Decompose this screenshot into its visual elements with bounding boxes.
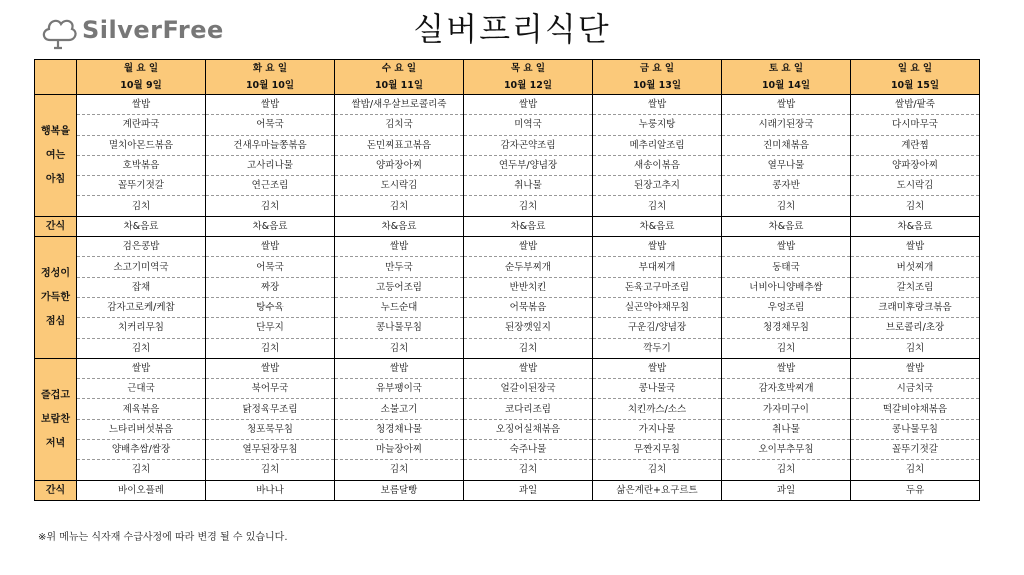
- menu-item: 고사리나물: [206, 155, 335, 175]
- menu-item: 돈육고구마조림: [593, 277, 722, 297]
- menu-item: 김치: [851, 196, 980, 216]
- menu-item: 열무나물: [722, 155, 851, 175]
- menu-item: 느타리버섯볶음: [77, 419, 206, 439]
- menu-item: 돈민찌표고볶음: [335, 135, 464, 155]
- menu-item: 부대찌개: [593, 257, 722, 277]
- meal-label-line: 저녁: [45, 437, 66, 449]
- date-header: 10월 11일: [335, 77, 464, 95]
- menu-row: [35, 480, 980, 500]
- menu-row: [35, 399, 980, 419]
- menu-item: 새송이볶음: [593, 155, 722, 175]
- meal-label-line: 즐겁고: [41, 389, 70, 401]
- menu-item: 과일: [464, 480, 593, 500]
- menu-item: 열무된장무침: [206, 440, 335, 460]
- menu-item: 감자호박찌개: [722, 379, 851, 399]
- menu-row: [35, 460, 980, 480]
- menu-item: 쌀밥: [593, 95, 722, 115]
- date-header: 10월 13일: [593, 77, 722, 95]
- menu-item: 건새우마늘쫑볶음: [206, 135, 335, 155]
- menu-item: 만두국: [335, 257, 464, 277]
- menu-row: [35, 338, 980, 358]
- menu-item: 가지나물: [593, 419, 722, 439]
- menu-item: 보름달빵: [335, 480, 464, 500]
- menu-item: 양배추쌈/쌈장: [77, 440, 206, 460]
- menu-item: 쌀밥: [206, 237, 335, 257]
- day-header: 월 요 일: [77, 60, 206, 78]
- menu-item: 탕수육: [206, 297, 335, 317]
- menu-item: 콩나물무침: [335, 318, 464, 338]
- menu-item: 깍두기: [593, 338, 722, 358]
- menu-item: 삶은계란+요구르트: [593, 480, 722, 500]
- menu-item: 잡채: [77, 277, 206, 297]
- menu-item: 계란찜: [851, 135, 980, 155]
- menu-item: 쌀밥: [77, 358, 206, 378]
- footnote: ※위 메뉴는 식자재 수급사정에 따라 변경 될 수 있습니다.: [38, 532, 288, 543]
- menu-item: 김치: [77, 196, 206, 216]
- menu-item: 차&음료: [851, 216, 980, 236]
- meal-label-line: 여는: [45, 149, 66, 161]
- meal-label-line: 간식: [45, 220, 66, 232]
- menu-item: 짜장: [206, 277, 335, 297]
- menu-item: 바나나: [206, 480, 335, 500]
- menu-table: [34, 59, 980, 501]
- menu-item: 단무지: [206, 318, 335, 338]
- menu-item: 김치: [206, 460, 335, 480]
- menu-item: 김치: [335, 196, 464, 216]
- day-header: 금 요 일: [593, 60, 722, 78]
- meal-label-line: 간식: [45, 484, 66, 496]
- menu-item: 메추리알조림: [593, 135, 722, 155]
- menu-item: 누드순대: [335, 297, 464, 317]
- menu-item: 브로콜리/초장: [851, 318, 980, 338]
- meal-label: [35, 480, 77, 500]
- date-header: 10월 15일: [851, 77, 980, 95]
- menu-item: 시금치국: [851, 379, 980, 399]
- menu-item: 시래기된장국: [722, 115, 851, 135]
- day-header: 일 요 일: [851, 60, 980, 78]
- menu-row: [35, 297, 980, 317]
- menu-item: 숙주나물: [464, 440, 593, 460]
- menu-item: 김치: [335, 460, 464, 480]
- menu-item: 김치: [593, 460, 722, 480]
- menu-item: 소불고기: [335, 399, 464, 419]
- menu-item: 차&음료: [77, 216, 206, 236]
- menu-item: 오이부추무침: [722, 440, 851, 460]
- menu-item: 제육볶음: [77, 399, 206, 419]
- menu-item: 갈치조림: [851, 277, 980, 297]
- date-header: 10월 12일: [464, 77, 593, 95]
- menu-item: 우엉조림: [722, 297, 851, 317]
- menu-item: 고등어조림: [335, 277, 464, 297]
- menu-item: 김치: [335, 338, 464, 358]
- menu-item: 차&음료: [464, 216, 593, 236]
- menu-item: 김치: [206, 196, 335, 216]
- menu-item: 된장깻잎지: [464, 318, 593, 338]
- menu-item: 쌀밥: [77, 95, 206, 115]
- menu-item: 쌀밥: [335, 358, 464, 378]
- menu-row: [35, 318, 980, 338]
- header-corner: [35, 60, 77, 95]
- menu-row: [35, 440, 980, 460]
- menu-item: 쌀밥: [206, 95, 335, 115]
- menu-row: [35, 155, 980, 175]
- menu-item: 김치: [722, 196, 851, 216]
- menu-row: [35, 257, 980, 277]
- menu-item: 김치: [464, 460, 593, 480]
- date-header: 10월 9일: [77, 77, 206, 95]
- menu-item: 쌀밥: [851, 237, 980, 257]
- menu-item: 도시락김: [335, 176, 464, 196]
- menu-row: [35, 135, 980, 155]
- menu-item: 너비아니양배추쌈: [722, 277, 851, 297]
- menu-item: 양파장아찌: [335, 155, 464, 175]
- menu-item: 떡갈비야채볶음: [851, 399, 980, 419]
- menu-row: [35, 419, 980, 439]
- menu-item: 실곤약야채무침: [593, 297, 722, 317]
- date-header: 10월 10일: [206, 77, 335, 95]
- menu-item: 근대국: [77, 379, 206, 399]
- meal-label: [35, 216, 77, 236]
- menu-row: [35, 115, 980, 135]
- menu-item: 쌀밥/새우살브로콜리죽: [335, 95, 464, 115]
- menu-item: 김치국: [335, 115, 464, 135]
- menu-item: 반반치킨: [464, 277, 593, 297]
- menu-item: 차&음료: [335, 216, 464, 236]
- meal-label-line: 보람찬: [41, 413, 70, 425]
- menu-row: [35, 358, 980, 378]
- menu-item: 두유: [851, 480, 980, 500]
- page-title: 실버프리식단: [413, 10, 611, 48]
- menu-item: 꼴뚜기젓갈: [851, 440, 980, 460]
- menu-item: 취나물: [464, 176, 593, 196]
- menu-item: 김치: [77, 338, 206, 358]
- menu-item: 김치: [206, 338, 335, 358]
- menu-item: 꼴뚜기젓갈: [77, 176, 206, 196]
- day-header: 화 요 일: [206, 60, 335, 78]
- menu-item: 김치: [851, 460, 980, 480]
- meal-label-line: 가득한: [41, 291, 70, 303]
- menu-item: 쌀밥: [851, 358, 980, 378]
- menu-item: 오징어실채볶음: [464, 419, 593, 439]
- menu-item: 쌀밥/팥죽: [851, 95, 980, 115]
- menu-item: 과일: [722, 480, 851, 500]
- menu-item: 김치: [77, 460, 206, 480]
- day-header: 토 요 일: [722, 60, 851, 78]
- menu-item: 진미채볶음: [722, 135, 851, 155]
- menu-item: 크래미후랑크볶음: [851, 297, 980, 317]
- menu-item: 김치: [722, 338, 851, 358]
- logo-text: SilverFree: [82, 16, 224, 44]
- menu-row: [35, 277, 980, 297]
- menu-item: 청포묵무침: [206, 419, 335, 439]
- menu-item: 쌀밥: [335, 237, 464, 257]
- menu-row: [35, 95, 980, 115]
- day-header: 수 요 일: [335, 60, 464, 78]
- menu-item: 동태국: [722, 257, 851, 277]
- menu-item: 쌀밥: [464, 358, 593, 378]
- menu-item: 어묵국: [206, 257, 335, 277]
- menu-item: 콩나물국: [593, 379, 722, 399]
- menu-item: 양파장아찌: [851, 155, 980, 175]
- menu-item: 치커리무침: [77, 318, 206, 338]
- menu-item: 청경채무침: [722, 318, 851, 338]
- menu-item: 된장고추지: [593, 176, 722, 196]
- menu-item: 누룽지탕: [593, 115, 722, 135]
- meal-label-line: 정성이: [41, 267, 70, 279]
- menu-item: 어묵볶음: [464, 297, 593, 317]
- menu-item: 감자고로케/케찹: [77, 297, 206, 317]
- menu-item: 호박볶음: [77, 155, 206, 175]
- menu-item: 김치: [464, 196, 593, 216]
- menu-item: 계란파국: [77, 115, 206, 135]
- menu-item: 바이오플레: [77, 480, 206, 500]
- meal-label: [35, 358, 77, 480]
- menu-item: 차&음료: [206, 216, 335, 236]
- menu-item: 가자미구이: [722, 399, 851, 419]
- menu-item: 다시마무국: [851, 115, 980, 135]
- menu-item: 소고기미역국: [77, 257, 206, 277]
- menu-item: 김치: [722, 460, 851, 480]
- menu-item: 김치: [851, 338, 980, 358]
- menu-item: 검은콩밥: [77, 237, 206, 257]
- menu-item: 미역국: [464, 115, 593, 135]
- menu-item: 도시락김: [851, 176, 980, 196]
- menu-item: 얼갈이된장국: [464, 379, 593, 399]
- menu-item: 쌀밥: [593, 358, 722, 378]
- menu-item: 쌀밥: [722, 237, 851, 257]
- meal-label-line: 아침: [45, 173, 66, 185]
- menu-item: 쌀밥: [593, 237, 722, 257]
- menu-item: 구운김/양념장: [593, 318, 722, 338]
- menu-item: 연두부/양념장: [464, 155, 593, 175]
- menu-item: 콩나물무침: [851, 419, 980, 439]
- day-header: 목 요 일: [464, 60, 593, 78]
- menu-item: 취나물: [722, 419, 851, 439]
- menu-row: [35, 196, 980, 216]
- menu-row: [35, 237, 980, 257]
- menu-item: 차&음료: [722, 216, 851, 236]
- menu-row: [35, 379, 980, 399]
- date-header: 10월 14일: [722, 77, 851, 95]
- menu-item: 마늘장아찌: [335, 440, 464, 460]
- menu-item: 쌀밥: [722, 95, 851, 115]
- menu-item: 순두부찌개: [464, 257, 593, 277]
- menu-item: 콩자반: [722, 176, 851, 196]
- menu-item: 유부팽이국: [335, 379, 464, 399]
- meal-label-line: 행복을: [41, 125, 70, 137]
- menu-item: 쌀밥: [464, 237, 593, 257]
- menu-item: 코다리조림: [464, 399, 593, 419]
- menu-item: 쌀밥: [722, 358, 851, 378]
- menu-item: 무짠지무침: [593, 440, 722, 460]
- menu-item: 멸치아몬드볶음: [77, 135, 206, 155]
- meal-label-line: 점심: [45, 315, 66, 327]
- menu-item: 어묵국: [206, 115, 335, 135]
- menu-item: 북어무국: [206, 379, 335, 399]
- meal-label: [35, 95, 77, 217]
- menu-item: 김치: [464, 338, 593, 358]
- menu-item: 연근조림: [206, 176, 335, 196]
- menu-item: 치킨까스/소스: [593, 399, 722, 419]
- menu-item: 쌀밥: [206, 358, 335, 378]
- meal-label: [35, 237, 77, 359]
- menu-item: 김치: [593, 196, 722, 216]
- menu-item: 청경채나물: [335, 419, 464, 439]
- menu-item: 차&음료: [593, 216, 722, 236]
- menu-item: 쌀밥: [464, 95, 593, 115]
- menu-row: [35, 216, 980, 236]
- menu-item: 감자곤약조림: [464, 135, 593, 155]
- menu-row: [35, 176, 980, 196]
- menu-item: 닭정육무조림: [206, 399, 335, 419]
- menu-item: 버섯찌개: [851, 257, 980, 277]
